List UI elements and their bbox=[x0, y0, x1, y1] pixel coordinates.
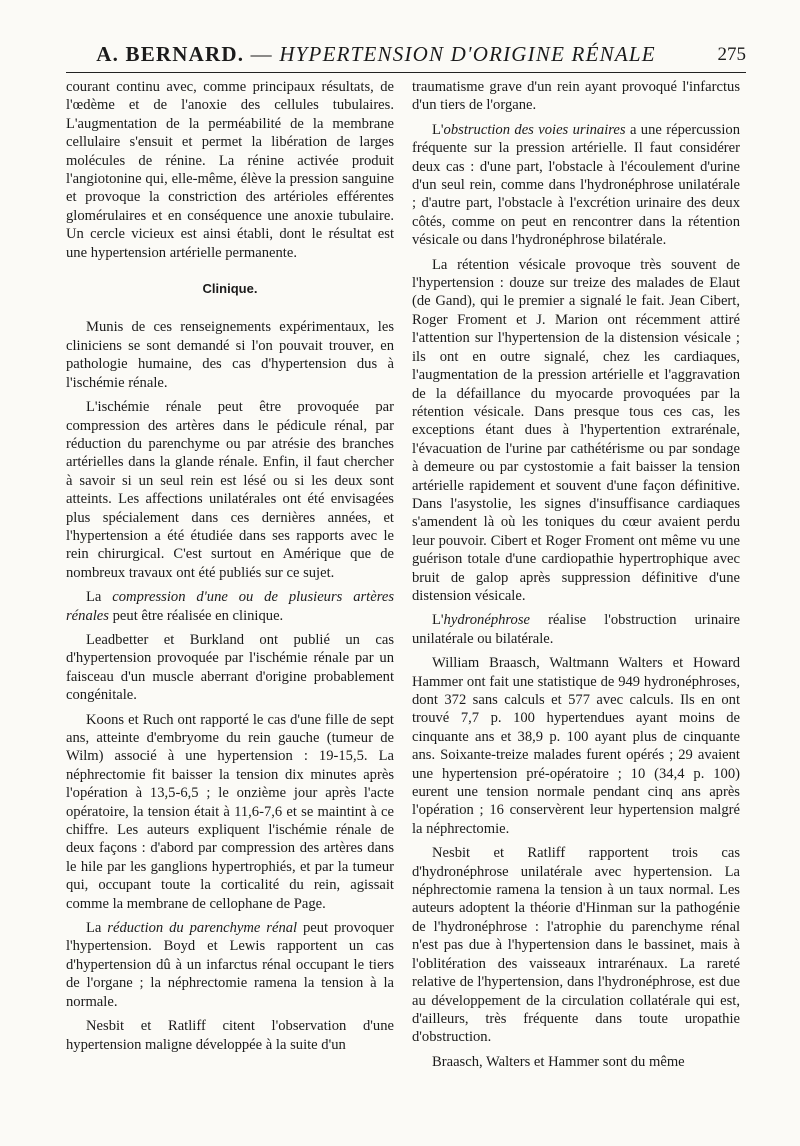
header-separator: — bbox=[244, 42, 280, 66]
paragraph-lead: L' bbox=[432, 121, 444, 138]
header-title bbox=[66, 42, 686, 67]
paragraph: Munis de ces renseignements expérimentaux, les cliniciens se sont demandé si l'on pouvait trouver, en pathologie humaine, des cas d'hypertension dus à l'ischémie rénale. bbox=[66, 319, 394, 391]
paragraph: courant continu avec, comme principaux résultats, de l'œdème et de l'anoxie des cellules tubulaires. L'augmentation de la perméabilité de la membrane cellulaire s'ensuit et permet la libération de larges molécules de rénine. La rénine activée produit l'angiotonine qui, elle-même, élève la pression sanguine et provoque la constriction des artérioles efférentes glomérulaires et en conséquence une anoxie tubulaire. Un cercle vicieux est ainsi établi, dont le résultat est une hypertension artérielle permanente. bbox=[66, 79, 394, 261]
paragraph bbox=[412, 121, 740, 250]
paragraph: Nesbit et Ratliff rapportent trois cas d'hydronéphrose unilatérale avec hypertension. La néphrectomie ramena la tension à un taux normal. Les auteurs adoptent la théorie d'Hinman sur la pathogénie de l'hydronéphrose : l'atrophie du parenchyme rénal n'est pas due à l'hypertension dans le bassinet, mais à l'oblitération des vaisseaux intrarénaux. La rareté relative de l'hypertension, dans l'hydronéphrose, est due au développement de la circulation collatérale qui est, d'ailleurs, très fréquente dans toute uropathie d'obstruction. bbox=[412, 845, 740, 1046]
italic-term: réduction du parenchyme rénal bbox=[107, 920, 298, 937]
paragraph-rest: peut être réalisée en clinique. bbox=[108, 607, 284, 624]
paragraph: Nesbit et Ratliff citent l'observation d'une hypertension maligne développée à la suite d'un bbox=[66, 1018, 394, 1053]
paragraph-lead: La bbox=[86, 589, 113, 606]
italic-term: hydronéphrose bbox=[443, 612, 531, 629]
paragraph: Koons et Ruch ont rapporté le cas d'une fille de sept ans, atteinte d'embryome du rein gauche (tumeur de Wilm) associé à une hypertension : 19-15,5. La néphrectomie fit baisser la tension dix minutes après l'opération à 13,5-6,5 ; le onzième jour après l'acte opératoire, la tension était à 11,6-7,6 et se maintint à ce chiffre. Les auteurs expliquent l'ischémie rénale de deux façons : d'abord par compression des artères dans le hile par les ganglions hypertrophiés, et par la tumeur qui, occupant toute la corticalité du rein, agissait comme la membrane de cellophane de Page. bbox=[66, 711, 394, 912]
paragraph: Leadbetter et Burkland ont publié un cas d'hypertension provoquée par l'ischémie rénale par un faisceau d'un muscle aberrant d'origine probablement congénitale. bbox=[66, 631, 394, 704]
section-heading: Clinique. bbox=[202, 281, 258, 297]
italic-term: compression d'une ou de plusieurs artères rénales bbox=[66, 589, 394, 624]
paragraph-rest: peut provoquer l'hypertension. Boyd et Lewis rapportent un cas d'hypertension dû à un infarctus rénal occupant le tiers de l'organe ; la néphrectomie ramena la tension à la normale. bbox=[66, 920, 394, 1010]
running-header bbox=[66, 38, 746, 73]
paragraph: L'ischémie rénale peut être provoquée par compression des artères dans le pédicule rénal, par réduction du parenchyme ou par atrésie des branches artérielles dans la glande rénale. Enfin, il faut chercher à savoir si un seul rein est lésé ou si les deux sont atteints. Les affections unilatérales ont été envisagées plus spécialement dans ces dernières années, et l'hypertension a été étudiée dans ses rapports avec le rein chirurgical. C'est surtout en Amérique que de nombreux travaux ont été publiés sur ce sujet. bbox=[66, 399, 394, 581]
paragraph: La rétention vésicale provoque très souvent de l'hypertension : douze sur treize des malades de Elaut (de Gand), qui le premier a signalé le fait. Jean Cibert, Roger Froment et J. Marion ont récemment attiré l'attention sur l'hypertension de la distension vésicale ; ils ont en outre signalé, chez les cardiaques, l'augmentation de la pression artérielle et l'aggravation de la défaillance du myocarde provoquées par la rétention vésicale. Dans presque tous ces cas, les exceptions étant dues à l'hypertention extrarénale, l'évacuation de l'urine par cathétérisme ou par sondage à demeure ou par cystostomie a fait baisser la tension artérielle rapidement et souvent d'une façon définitive. Dans l'asystolie, les signes d'insuffisance cardiaques s'amendent là où les toniques du cœur avaient perdu leur pouvoir. Cibert et Roger Froment ont même vu une guérison totale d'une cardiopathie hypertrophique avec bruit de galop après suppression définitive d'une distension vésicale. bbox=[412, 256, 740, 604]
paragraph bbox=[412, 611, 740, 648]
italic-term: obstruction des voies urinaires bbox=[443, 121, 626, 138]
left-column bbox=[66, 78, 394, 1054]
page-number: 275 bbox=[717, 44, 746, 65]
paragraph bbox=[66, 588, 394, 625]
paragraph: Braasch, Walters et Hammer sont du même bbox=[432, 1053, 685, 1070]
paragraph-lead: La bbox=[86, 920, 108, 937]
paragraph-rest: a une répercussion fréquente sur la pression artérielle. Il faut considérer deux cas : d'une part, l'obstacle à l'écoulement d'urine d'un seul rein, comme dans l'hydronéphrose unilatérale ; d'autre part, l'obstacle à l'excrétion urinaire des deux côtés, comme on peut en rencontrer dans la rétention vésicale ou dans l'hydronéphrose bilatérale. bbox=[412, 121, 741, 249]
paragraph: traumatisme grave d'un rein ayant provoqué l'infarctus d'un tiers de l'organe. bbox=[412, 79, 740, 114]
right-column bbox=[412, 78, 740, 1071]
paragraph bbox=[66, 919, 394, 1011]
header-author: A. BERNARD. bbox=[96, 42, 245, 66]
paragraph: William Braasch, Waltmann Walters et Howard Hammer ont fait une statistique de 949 hydronéphroses, dont 372 sans calculs et 577 avec calculs. Ils en ont trouvé 7,7 p. 100 hypertendues ayant moins de cinquante ans et 38,9 p. 100 ayant plus de cinquante ans. Soixante-treize malades furent opérés ; 29 avaient une hypertension pré-opératoire ; 10 (34,4 p. 100) eurent une tension normale pendant cinq ans après l'opération ; 16 conservèrent leur hypertension malgré la néphrectomie. bbox=[412, 655, 740, 837]
header-subtitle: HYPERTENSION D'ORIGINE RÉNALE bbox=[279, 42, 656, 66]
paragraph-lead: L' bbox=[432, 612, 444, 629]
paragraph-rest: réalise l'obstruction urinaire unilatérale ou bilatérale. bbox=[412, 612, 740, 647]
